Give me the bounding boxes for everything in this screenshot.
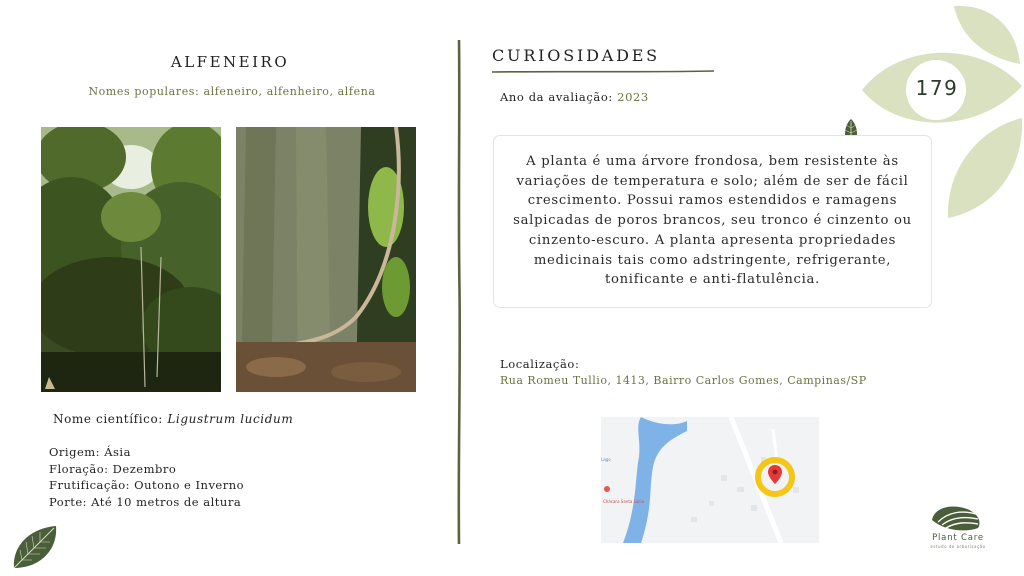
column-divider [455, 40, 463, 544]
evaluation-label: Ano da avaliação: [500, 90, 613, 104]
tree-trunk-photo [236, 127, 416, 392]
scientific-name-label: Nome científico: [53, 412, 163, 426]
fact-fruiting: Frutificação: Outono e Inverno [49, 478, 245, 492]
location-map[interactable] [601, 417, 819, 543]
scientific-name-value: Ligustrum lucidum [167, 412, 294, 426]
popular-names-label: Nomes populares: [88, 85, 200, 98]
location-label: Localização: [500, 357, 580, 371]
section-title: CURIOSIDADES [492, 46, 660, 65]
description-text: A planta é uma árvore frondosa, bem resistente às variações de temperatura e solo; além de ser de fácil crescimento. Possui ramos estendidos e ramagens salpicadas de poros brancos, seu tronco é cinzento ou cinzento-escuro. A planta apresenta propriedades medicinais tais como adstringente, refrigerante, tonificante e anti-flatulência. [513, 154, 912, 288]
fact-size: Porte: Até 10 metros de altura [49, 494, 242, 509]
description-box [493, 135, 932, 308]
svg-text:Chácara Santa Lúcia: Chácara Santa Lúcia [603, 499, 645, 504]
logo-tagline: estudo de arborização [930, 544, 986, 549]
evaluation-value: 2023 [617, 90, 649, 104]
plant-title: ALFENEIRO [170, 53, 290, 71]
evaluation-year [500, 90, 649, 104]
title-underline [492, 69, 714, 74]
popular-names [40, 85, 424, 98]
plant-facts [49, 444, 244, 510]
tree-canopy-photo [41, 127, 221, 392]
svg-text:Lago: Lago [601, 457, 611, 462]
fact-flowering: Floração: Dezembro [49, 461, 177, 476]
popular-names-value: alfeneiro, alfenheiro, alfena [203, 85, 376, 98]
logo-name: Plant Care [932, 533, 984, 543]
plant-number-badge: 179 [915, 76, 959, 100]
location-address: Rua Romeu Tullio, 1413, Bairro Carlos Gomes, Campinas/SP [500, 374, 867, 387]
fact-origin: Origem: Ásia [49, 445, 131, 459]
scientific-name [53, 412, 293, 426]
corner-leaf-icon [10, 522, 60, 572]
